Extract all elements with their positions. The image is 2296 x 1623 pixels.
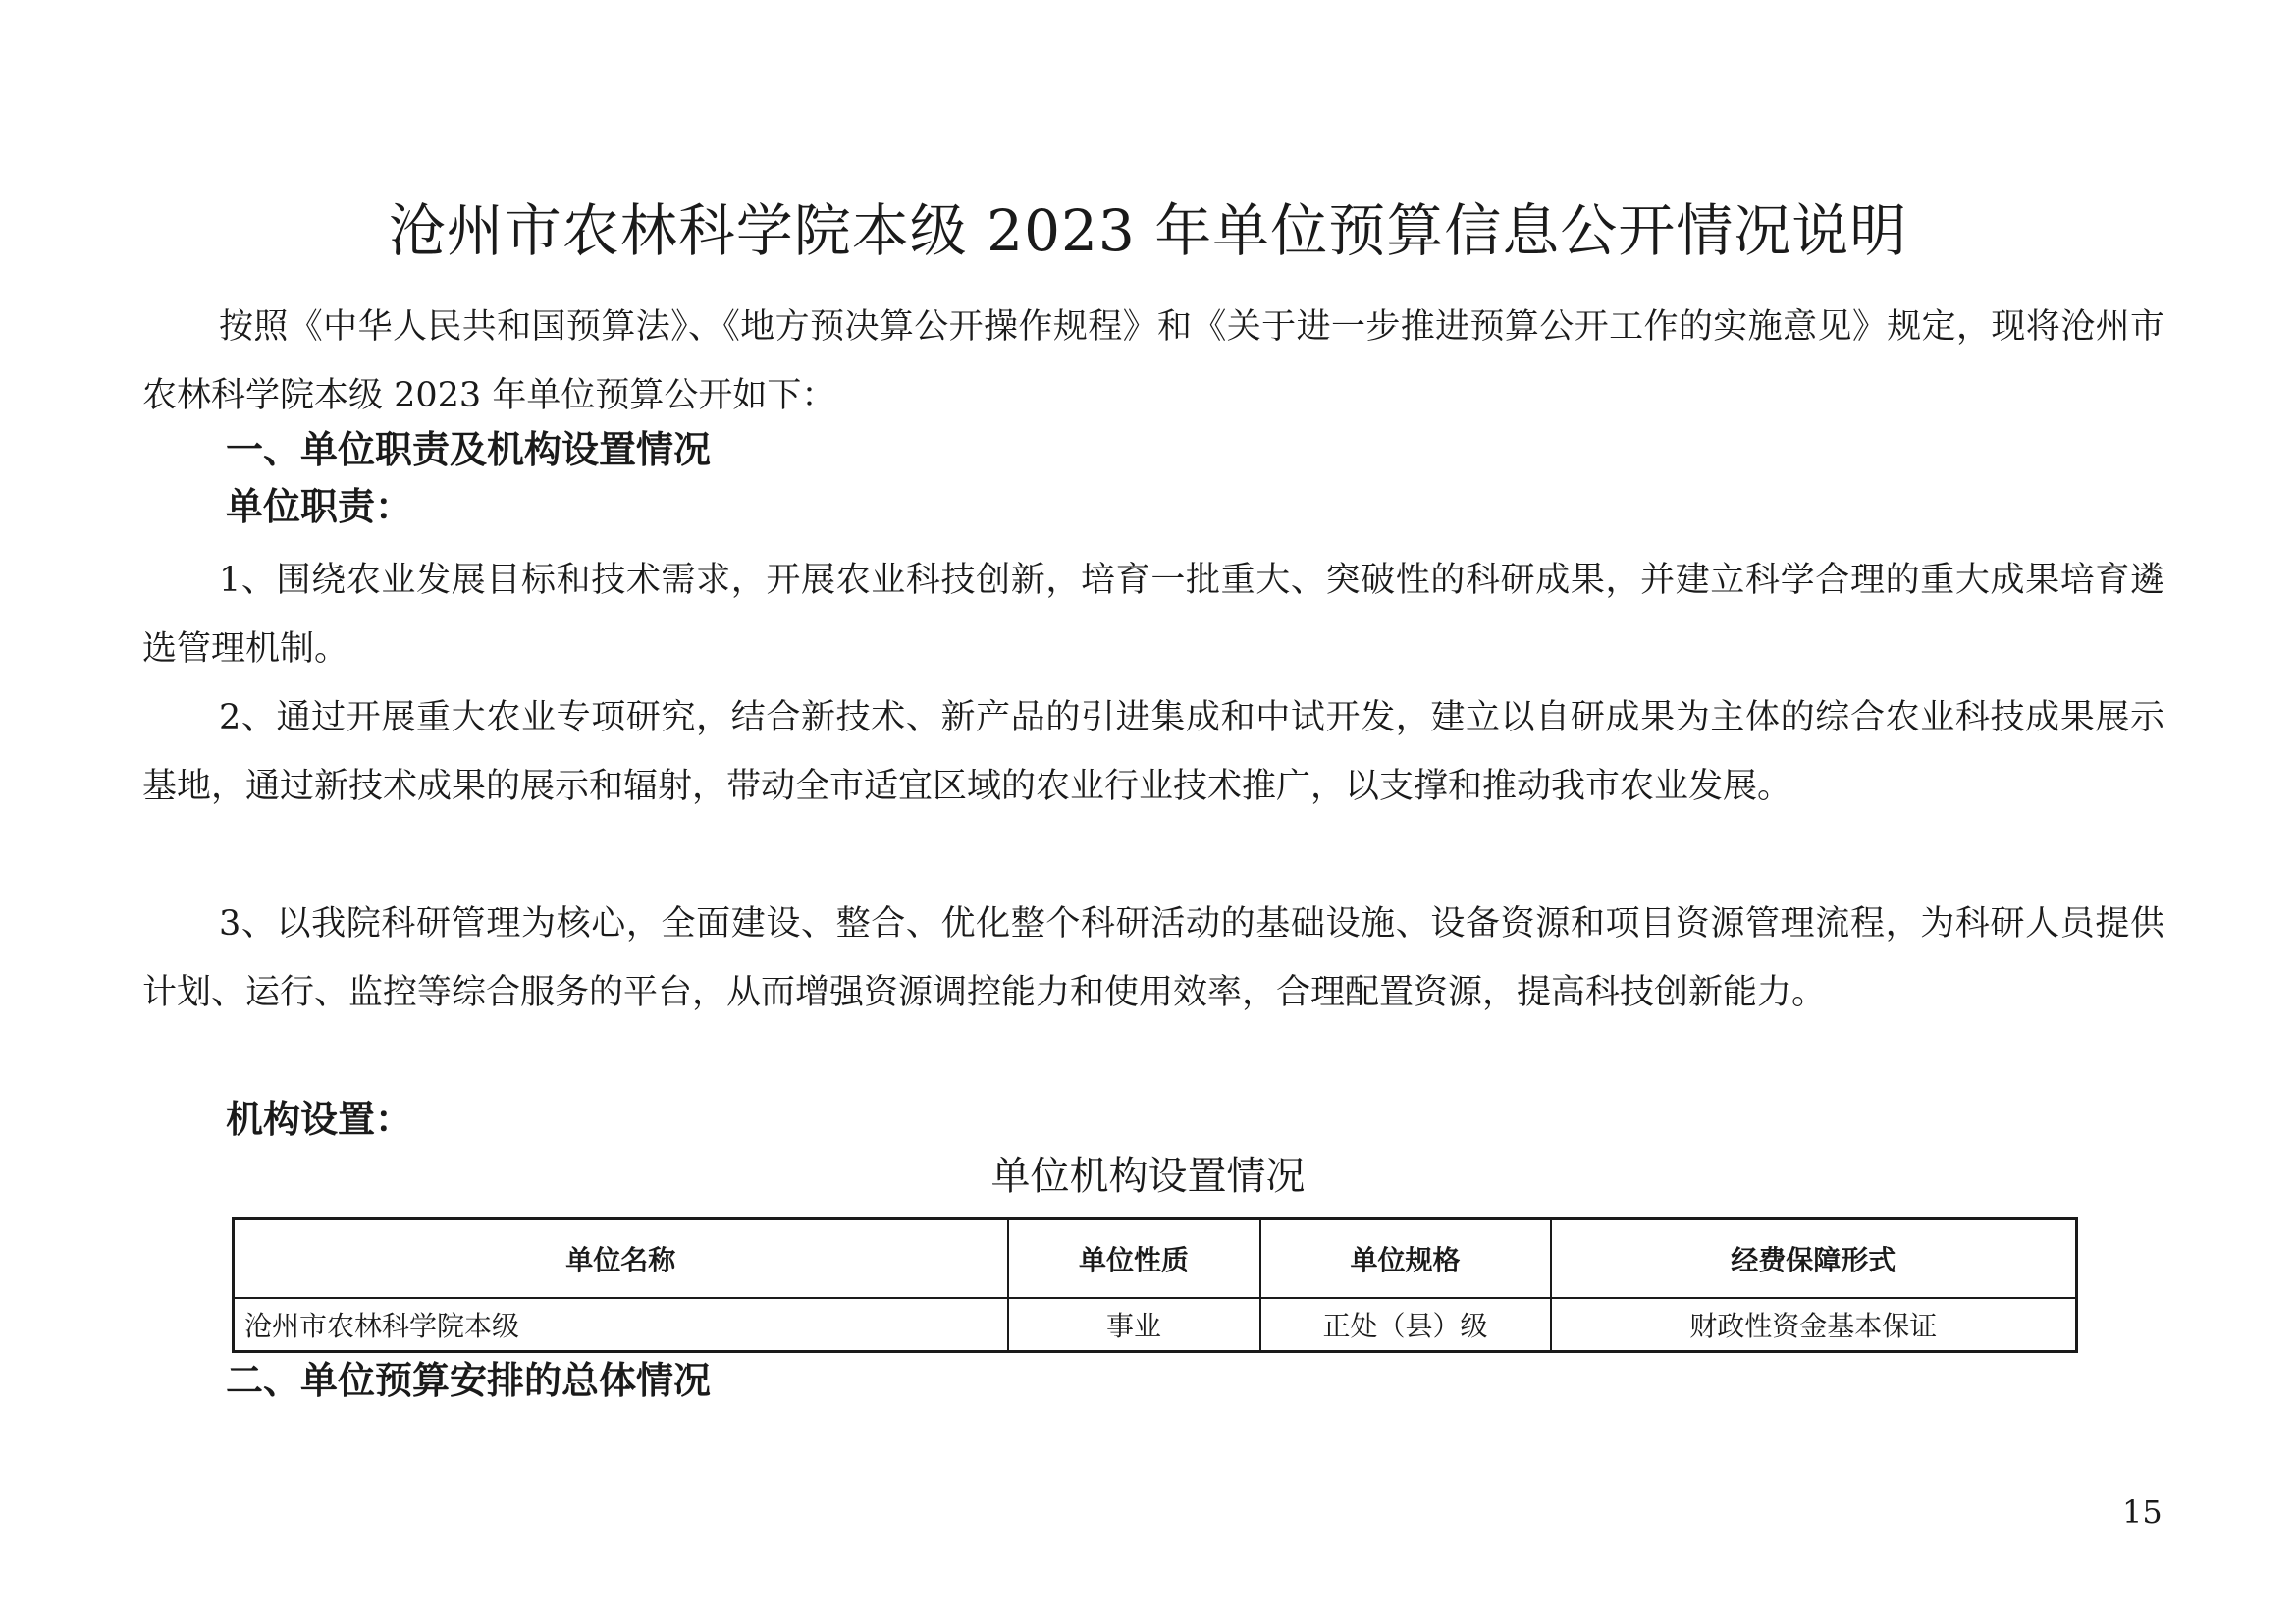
section-1-heading: 一、单位职责及机构设置情况 bbox=[226, 428, 712, 471]
duty-item-1: 1、围绕农业发展目标和技术需求，开展农业科技创新，培育一批重大、突破性的科研成果，并建立科学合理的重大成果培育遴选管理机制。 bbox=[142, 561, 2164, 669]
table-header-row bbox=[234, 1219, 2077, 1299]
intro-paragraph: 按照《中华人民共和国预算法》、《地方预决算公开操作规程》和《关于进一步推进预算公开工作的实施意见》规定，现将沧州市农林科学院本级 2023 年单位预算公开如下： bbox=[142, 307, 2164, 415]
table-row bbox=[234, 1298, 2077, 1352]
page-number: 15 bbox=[2122, 1493, 2163, 1531]
cell-unit-level: 正处（县）级 bbox=[1260, 1298, 1551, 1352]
cell-funding-form: 财政性资金基本保证 bbox=[1551, 1298, 2077, 1352]
duty-item-2: 2、通过开展重大农业专项研究，结合新技术、新产品的引进集成和中试开发，建立以自研成果为主体的综合农业科技成果展示基地，通过新技术成果的展示和辐射，带动全市适宜区域的农业行业技术推广，以支撑和推动我市农业发展。 bbox=[142, 698, 2164, 806]
org-setup-table bbox=[232, 1217, 2078, 1353]
org-setup-heading: 机构设置： bbox=[226, 1098, 413, 1141]
cell-unit-name: 沧州市农林科学院本级 bbox=[234, 1298, 1008, 1352]
section-2-heading: 二、单位预算安排的总体情况 bbox=[226, 1359, 712, 1402]
duty-item-3: 3、以我院科研管理为核心，全面建设、整合、优化整个科研活动的基础设施、设备资源和项目资源管理流程，为科研人员提供计划、运行、监控等综合服务的平台，从而增强资源调控能力和使用效率，合理配置资源，提高科技创新能力。 bbox=[142, 904, 2164, 1012]
header-unit-level: 单位规格 bbox=[1260, 1219, 1551, 1299]
cell-unit-nature: 事业 bbox=[1008, 1298, 1260, 1352]
table-caption: 单位机构设置情况 bbox=[990, 1154, 1306, 1199]
header-unit-nature: 单位性质 bbox=[1008, 1219, 1260, 1299]
header-funding-form: 经费保障形式 bbox=[1551, 1219, 2077, 1299]
header-unit-name: 单位名称 bbox=[234, 1219, 1008, 1299]
document-title: 沧州市农林科学院本级 2023 年单位预算信息公开情况说明 bbox=[388, 197, 1908, 264]
duties-heading: 单位职责： bbox=[226, 485, 413, 528]
